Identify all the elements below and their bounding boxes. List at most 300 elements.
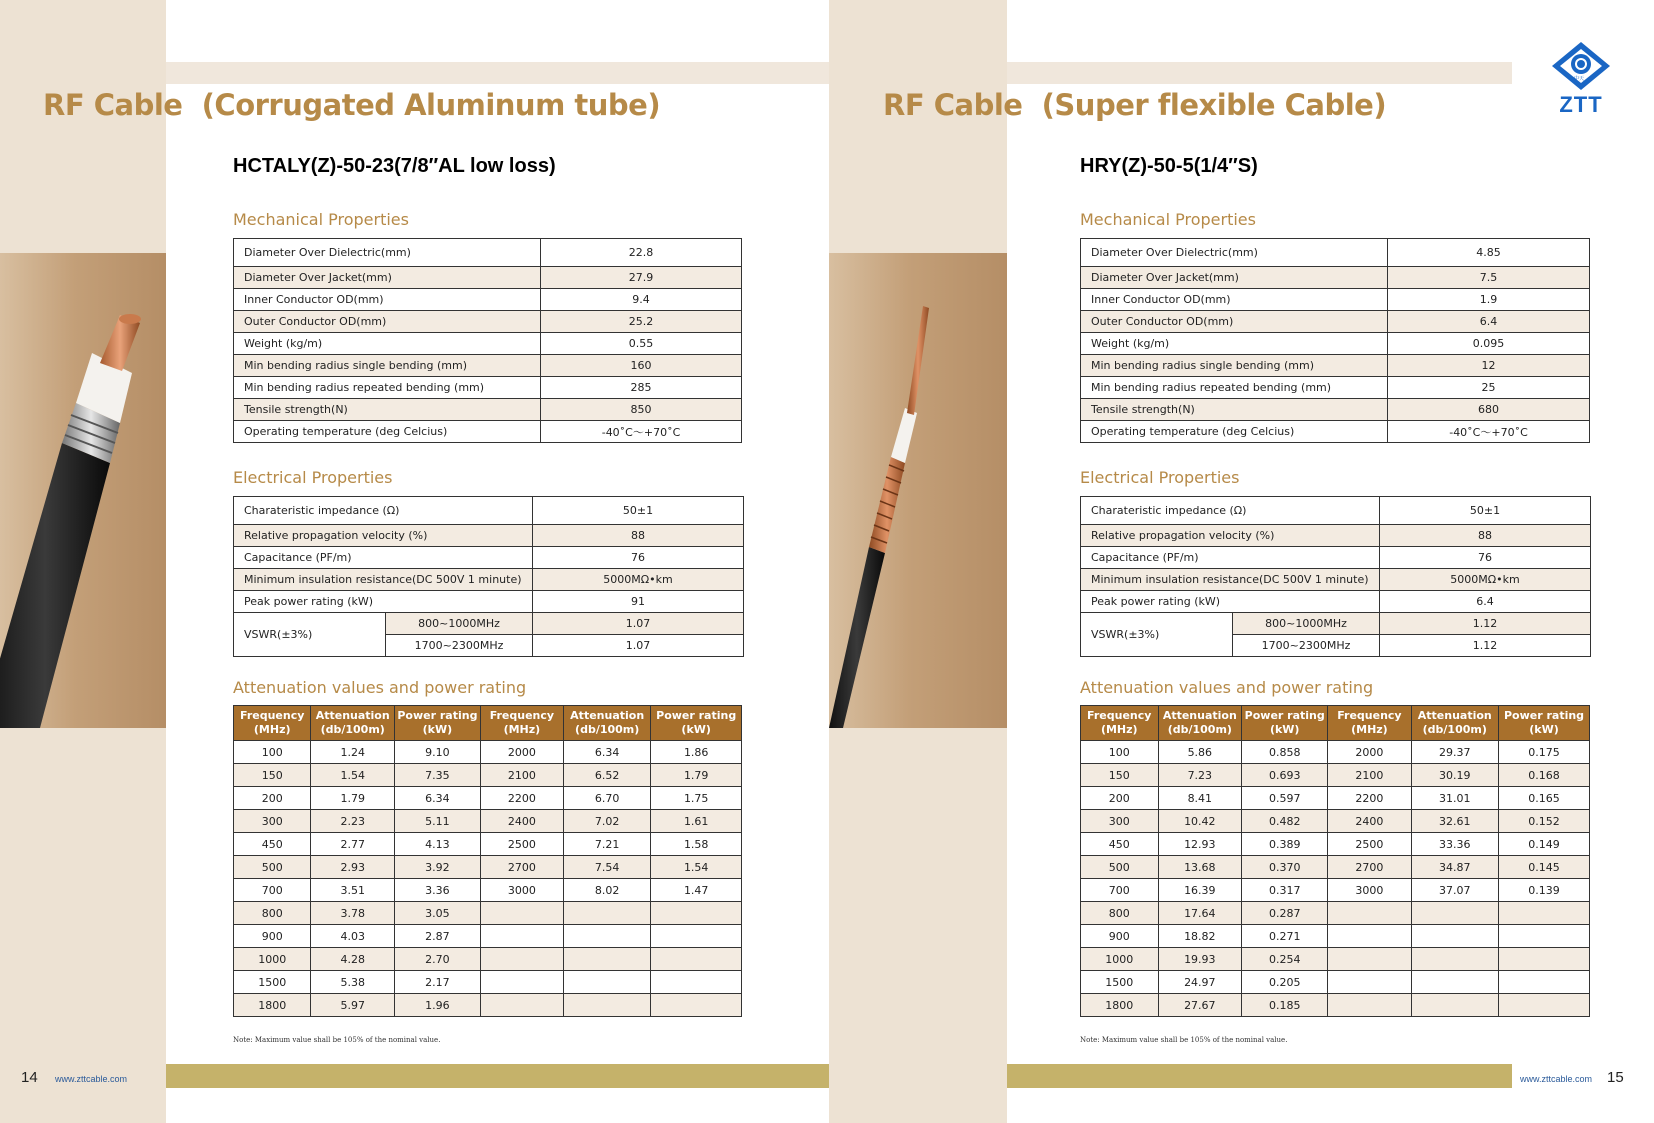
table-cell: 450 — [1081, 833, 1159, 856]
electrical-title: Electrical Properties — [233, 468, 393, 487]
table-row — [1081, 591, 1591, 613]
table-row — [1081, 787, 1590, 810]
table-cell: 5.97 — [311, 994, 395, 1017]
property-label: Minimum insulation resistance(DC 500V 1 minute) — [1081, 569, 1380, 591]
property-label: Capacitance (PF/m) — [234, 547, 533, 569]
property-label: Min bending radius repeated bending (mm) — [1081, 377, 1388, 399]
column-header — [1328, 706, 1411, 741]
table-cell: 1500 — [1081, 971, 1159, 994]
table-cell: 0.165 — [1499, 787, 1590, 810]
property-value: 12 — [1388, 355, 1590, 377]
column-header — [395, 706, 481, 741]
website-link[interactable]: www.zttcable.com — [1520, 1074, 1593, 1084]
table-row — [1081, 902, 1590, 925]
table-row — [1081, 355, 1590, 377]
table-cell — [480, 948, 563, 971]
table-row — [234, 497, 744, 525]
table-row — [1081, 856, 1590, 879]
table-cell — [480, 925, 563, 948]
vswr-band: 800~1000MHz — [386, 613, 533, 635]
property-label: Weight (kg/m) — [1081, 333, 1388, 355]
vswr-value: 1.12 — [1380, 613, 1591, 635]
column-header — [1081, 706, 1159, 741]
property-label: Peak power rating (kW) — [1081, 591, 1380, 613]
table-cell: 1.61 — [651, 810, 742, 833]
page-number: 14 — [21, 1069, 38, 1086]
mechanical-properties-table — [233, 238, 742, 443]
table-cell: 4.28 — [311, 948, 395, 971]
model-title: HRY(Z)-50-5(1/4″S) — [1080, 155, 1258, 177]
table-row — [1081, 421, 1590, 443]
table-cell: 2.23 — [311, 810, 395, 833]
table-cell — [1499, 925, 1590, 948]
header-unit: (db/100m) — [320, 723, 385, 736]
table-cell: 7.21 — [563, 833, 650, 856]
table-cell — [1328, 902, 1411, 925]
table-cell: 1.79 — [651, 764, 742, 787]
table-row — [234, 856, 742, 879]
table-cell: 1.96 — [395, 994, 481, 1017]
table-row — [234, 377, 742, 399]
table-cell: 7.02 — [563, 810, 650, 833]
table-cell: 33.36 — [1411, 833, 1498, 856]
table-cell: 1.86 — [651, 741, 742, 764]
table-cell: 2100 — [1328, 764, 1411, 787]
property-label: Diameter Over Dielectric(mm) — [234, 239, 541, 267]
table-cell: 900 — [1081, 925, 1159, 948]
property-value: 285 — [541, 377, 742, 399]
table-cell: 19.93 — [1158, 948, 1242, 971]
property-value: 4.85 — [1388, 239, 1590, 267]
table-cell: 1000 — [1081, 948, 1159, 971]
property-label: Min bending radius single bending (mm) — [1081, 355, 1388, 377]
table-cell: 700 — [234, 879, 311, 902]
left-heading — [43, 88, 660, 122]
header-unit: (kW) — [681, 723, 711, 736]
vswr-value: 1.07 — [533, 613, 744, 635]
table-row — [234, 902, 742, 925]
table-cell — [563, 971, 650, 994]
vswr-band: 1700~2300MHz — [386, 635, 533, 657]
column-header — [480, 706, 563, 741]
property-value: 1.9 — [1388, 289, 1590, 311]
table-cell: 1800 — [1081, 994, 1159, 1017]
table-cell: 5.86 — [1158, 741, 1242, 764]
property-label: Diameter Over Dielectric(mm) — [1081, 239, 1388, 267]
table-cell: 2200 — [1328, 787, 1411, 810]
table-cell: 2.87 — [395, 925, 481, 948]
table-row — [234, 925, 742, 948]
vswr-band: 800~1000MHz — [1233, 613, 1380, 635]
header-line: Frequency — [1337, 709, 1402, 722]
table-cell: 1.47 — [651, 879, 742, 902]
table-cell: 2000 — [1328, 741, 1411, 764]
left-bottom-band — [166, 1064, 829, 1088]
table-cell: 0.271 — [1242, 925, 1328, 948]
property-value: 76 — [533, 547, 744, 569]
table-row — [234, 741, 742, 764]
property-value: 160 — [541, 355, 742, 377]
table-cell: 2.70 — [395, 948, 481, 971]
vswr-label: VSWR(±3%) — [234, 613, 386, 657]
table-cell: 0.858 — [1242, 741, 1328, 764]
header-unit: (db/100m) — [1167, 723, 1232, 736]
column-header — [563, 706, 650, 741]
table-cell — [1499, 948, 1590, 971]
table-cell: 8.41 — [1158, 787, 1242, 810]
table-cell — [1411, 994, 1498, 1017]
table-cell: 6.70 — [563, 787, 650, 810]
column-header — [1411, 706, 1498, 741]
logo-text: ZTT — [1559, 92, 1603, 117]
header-line: Frequency — [489, 709, 555, 722]
property-value: 680 — [1388, 399, 1590, 421]
table-row — [234, 787, 742, 810]
table-cell: 3.78 — [311, 902, 395, 925]
attenuation-table — [1080, 705, 1590, 1017]
column-header — [1499, 706, 1590, 741]
table-row — [1081, 833, 1590, 856]
column-header — [234, 706, 311, 741]
column-header — [1242, 706, 1328, 741]
header-line: Attenuation — [1162, 709, 1237, 722]
table-cell: 1.75 — [651, 787, 742, 810]
table-cell: 2200 — [480, 787, 563, 810]
table-row — [1081, 741, 1590, 764]
property-label: Minimum insulation resistance(DC 500V 1 minute) — [234, 569, 533, 591]
table-cell: 8.02 — [563, 879, 650, 902]
header-line: Power rating — [656, 709, 737, 722]
table-cell: 0.152 — [1499, 810, 1590, 833]
table-cell: 3.36 — [395, 879, 481, 902]
electrical-title: Electrical Properties — [1080, 468, 1240, 487]
table-row — [234, 239, 742, 267]
vswr-row — [1081, 613, 1591, 635]
table-cell: 2400 — [1328, 810, 1411, 833]
header-unit: (MHz) — [1351, 723, 1388, 736]
table-row — [234, 333, 742, 355]
table-row — [1081, 525, 1591, 547]
table-cell: 100 — [234, 741, 311, 764]
property-label: Charateristic impedance (Ω) — [234, 497, 533, 525]
table-cell: 2000 — [480, 741, 563, 764]
table-cell — [1411, 948, 1498, 971]
vswr-value: 1.07 — [533, 635, 744, 657]
table-row — [234, 879, 742, 902]
header-line: Power rating — [1503, 709, 1585, 722]
property-value: 88 — [533, 525, 744, 547]
heading-cable-type: (Corrugated Aluminum tube) — [201, 88, 661, 122]
table-cell: 2700 — [1328, 856, 1411, 879]
header-line: Power rating — [397, 709, 478, 722]
property-value: 76 — [1380, 547, 1591, 569]
table-cell: 500 — [1081, 856, 1159, 879]
table-cell: 24.97 — [1158, 971, 1242, 994]
property-label: Peak power rating (kW) — [234, 591, 533, 613]
vswr-band: 1700~2300MHz — [1233, 635, 1380, 657]
table-cell: 12.93 — [1158, 833, 1242, 856]
table-cell: 6.34 — [395, 787, 481, 810]
table-cell: 4.03 — [311, 925, 395, 948]
table-cell — [1411, 902, 1498, 925]
table-cell: 2.17 — [395, 971, 481, 994]
table-cell: 0.482 — [1242, 810, 1328, 833]
table-cell: 0.145 — [1499, 856, 1590, 879]
header-unit: (kW) — [1269, 723, 1300, 736]
table-cell: 0.389 — [1242, 833, 1328, 856]
table-cell: 500 — [234, 856, 311, 879]
property-label: Operating temperature (deg Celcius) — [234, 421, 541, 443]
table-cell: 1000 — [234, 948, 311, 971]
table-cell: 5.11 — [395, 810, 481, 833]
table-row — [1081, 994, 1590, 1017]
table-cell: 200 — [234, 787, 311, 810]
table-cell: 800 — [1081, 902, 1159, 925]
table-cell: 0.370 — [1242, 856, 1328, 879]
right-top-band — [1007, 62, 1512, 84]
header-line: Power rating — [1244, 709, 1325, 722]
table-row — [234, 525, 744, 547]
header-unit: (MHz) — [503, 723, 541, 736]
right-bottom-band — [1007, 1064, 1512, 1088]
table-cell: 27.67 — [1158, 994, 1242, 1017]
table-cell: 300 — [234, 810, 311, 833]
table-row — [234, 569, 744, 591]
table-cell — [651, 948, 742, 971]
table-row — [234, 948, 742, 971]
column-header — [311, 706, 395, 741]
attenuation-title: Attenuation values and power rating — [1080, 678, 1374, 697]
header-unit: (MHz) — [1100, 723, 1138, 736]
table-cell: 10.42 — [1158, 810, 1242, 833]
table-row — [234, 971, 742, 994]
property-value: 0.095 — [1388, 333, 1590, 355]
table-row — [234, 399, 742, 421]
footnote: Note: Maximum value shall be 105% of the nominal value. — [1080, 1036, 1288, 1044]
model-title: HCTALY(Z)-50-23(7/8″AL low loss) — [233, 155, 556, 177]
mechanical-properties-table — [1080, 238, 1590, 443]
table-cell: 3000 — [1328, 879, 1411, 902]
table-row — [1081, 497, 1591, 525]
header-unit: (db/100m) — [1422, 723, 1487, 736]
property-value: 91 — [533, 591, 744, 613]
table-row — [1081, 764, 1590, 787]
property-value: 22.8 — [541, 239, 742, 267]
table-row — [1081, 399, 1590, 421]
vswr-label: VSWR(±3%) — [1081, 613, 1233, 657]
table-row — [1081, 810, 1590, 833]
table-row — [234, 547, 744, 569]
table-cell: 450 — [234, 833, 311, 856]
table-cell: 3000 — [480, 879, 563, 902]
table-cell — [480, 994, 563, 1017]
ztt-logo — [1548, 40, 1614, 120]
property-value: 5000MΩ•km — [533, 569, 744, 591]
header-unit: (kW) — [1529, 723, 1559, 736]
property-value: 9.4 — [541, 289, 742, 311]
table-cell: 0.317 — [1242, 879, 1328, 902]
table-row — [1081, 948, 1590, 971]
table-cell: 300 — [1081, 810, 1159, 833]
property-value: 25.2 — [541, 311, 742, 333]
property-label: Min bending radius repeated bending (mm) — [234, 377, 541, 399]
table-cell — [651, 994, 742, 1017]
table-cell: 37.07 — [1411, 879, 1498, 902]
property-label: Diameter Over Jacket(mm) — [1081, 267, 1388, 289]
table-row — [1081, 547, 1591, 569]
heading-cable-type: (Super flexible Cable) — [1041, 88, 1387, 122]
table-cell: 0.254 — [1242, 948, 1328, 971]
table-cell: 34.87 — [1411, 856, 1498, 879]
header-line: Frequency — [1087, 709, 1152, 722]
table-row — [1081, 333, 1590, 355]
table-cell: 0.175 — [1499, 741, 1590, 764]
table-cell: 150 — [1081, 764, 1159, 787]
table-cell: 2100 — [480, 764, 563, 787]
property-value: 6.4 — [1380, 591, 1591, 613]
page-number: 15 — [1607, 1069, 1624, 1086]
table-cell: 2.93 — [311, 856, 395, 879]
table-row — [1081, 311, 1590, 333]
property-label: Outer Conductor OD(mm) — [234, 311, 541, 333]
property-label: Tensile strength(N) — [234, 399, 541, 421]
header-line: Attenuation — [1417, 709, 1492, 722]
table-cell: 2500 — [480, 833, 563, 856]
property-value: 88 — [1380, 525, 1591, 547]
table-cell: 31.01 — [1411, 787, 1498, 810]
table-cell: 700 — [1081, 879, 1159, 902]
property-label: Inner Conductor OD(mm) — [1081, 289, 1388, 311]
property-label: Capacitance (PF/m) — [1081, 547, 1380, 569]
table-cell: 3.51 — [311, 879, 395, 902]
table-row — [234, 355, 742, 377]
table-cell: 2500 — [1328, 833, 1411, 856]
table-cell: 5.38 — [311, 971, 395, 994]
cable-photo-super-flexible — [829, 253, 1007, 728]
ztt-logo-emblem — [1548, 40, 1614, 94]
table-cell: 18.82 — [1158, 925, 1242, 948]
table-cell — [651, 971, 742, 994]
table-cell: 29.37 — [1411, 741, 1498, 764]
table-row — [234, 311, 742, 333]
table-cell — [1499, 902, 1590, 925]
table-row — [1081, 879, 1590, 902]
table-cell: 0.168 — [1499, 764, 1590, 787]
table-cell: 100 — [1081, 741, 1159, 764]
table-cell: 6.52 — [563, 764, 650, 787]
table-cell: 1.24 — [311, 741, 395, 764]
property-value: 27.9 — [541, 267, 742, 289]
property-label: Relative propagation velocity (%) — [1081, 525, 1380, 547]
footnote: Note: Maximum value shall be 105% of the nominal value. — [233, 1036, 441, 1044]
property-label: Charateristic impedance (Ω) — [1081, 497, 1380, 525]
cable-photo-corrugated — [0, 253, 166, 728]
table-row — [1081, 971, 1590, 994]
property-value: 7.5 — [1388, 267, 1590, 289]
logo-small-text: 中天 — [1574, 76, 1585, 82]
header-unit: (MHz) — [253, 723, 291, 736]
table-cell — [1328, 994, 1411, 1017]
table-cell: 30.19 — [1411, 764, 1498, 787]
table-cell: 1.79 — [311, 787, 395, 810]
table-cell: 2.77 — [311, 833, 395, 856]
electrical-properties-table — [1080, 496, 1591, 657]
property-value: 0.55 — [541, 333, 742, 355]
table-cell: 0.185 — [1242, 994, 1328, 1017]
table-cell: 4.13 — [395, 833, 481, 856]
column-header — [1158, 706, 1242, 741]
table-row — [234, 833, 742, 856]
table-cell — [1411, 971, 1498, 994]
table-row — [234, 267, 742, 289]
column-header — [651, 706, 742, 741]
table-cell: 200 — [1081, 787, 1159, 810]
property-value: 25 — [1388, 377, 1590, 399]
table-cell — [1499, 971, 1590, 994]
website-link[interactable]: www.zttcable.com — [55, 1074, 128, 1084]
table-cell: 3.05 — [395, 902, 481, 925]
table-row — [234, 591, 744, 613]
property-label: Relative propagation velocity (%) — [234, 525, 533, 547]
property-value: 50±1 — [533, 497, 744, 525]
table-cell — [563, 902, 650, 925]
table-cell: 3.92 — [395, 856, 481, 879]
header-line: Attenuation — [570, 709, 645, 722]
table-row — [1081, 289, 1590, 311]
property-value: 850 — [541, 399, 742, 421]
table-cell — [480, 971, 563, 994]
table-row — [234, 421, 742, 443]
table-cell: 2700 — [480, 856, 563, 879]
table-cell: 7.23 — [1158, 764, 1242, 787]
property-value: -40˚C～+70˚C — [1388, 421, 1590, 443]
attenuation-title: Attenuation values and power rating — [233, 678, 527, 697]
table-row — [1081, 377, 1590, 399]
table-cell: 0.287 — [1242, 902, 1328, 925]
table-cell — [651, 902, 742, 925]
table-cell: 0.205 — [1242, 971, 1328, 994]
electrical-properties-table — [233, 496, 744, 657]
property-label: Min bending radius single bending (mm) — [234, 355, 541, 377]
property-label: Tensile strength(N) — [1081, 399, 1388, 421]
table-cell: 2400 — [480, 810, 563, 833]
vswr-row — [234, 613, 744, 635]
table-cell: 0.149 — [1499, 833, 1590, 856]
table-cell — [1411, 925, 1498, 948]
property-value: -40˚C～+70˚C — [541, 421, 742, 443]
table-cell: 7.35 — [395, 764, 481, 787]
property-label: Diameter Over Jacket(mm) — [234, 267, 541, 289]
table-cell — [480, 902, 563, 925]
header-line: Attenuation — [315, 709, 390, 722]
table-cell — [1499, 994, 1590, 1017]
table-cell: 6.34 — [563, 741, 650, 764]
property-label: Weight (kg/m) — [234, 333, 541, 355]
heading-prefix: RF Cable — [43, 88, 183, 122]
table-cell: 1.54 — [311, 764, 395, 787]
mechanical-title: Mechanical Properties — [233, 210, 409, 229]
property-value: 50±1 — [1380, 497, 1591, 525]
table-cell — [563, 948, 650, 971]
table-cell: 900 — [234, 925, 311, 948]
table-cell: 13.68 — [1158, 856, 1242, 879]
heading-prefix: RF Cable — [883, 88, 1023, 122]
table-row — [1081, 239, 1590, 267]
table-cell: 0.139 — [1499, 879, 1590, 902]
table-row — [234, 994, 742, 1017]
table-cell — [651, 925, 742, 948]
property-label: Outer Conductor OD(mm) — [1081, 311, 1388, 333]
